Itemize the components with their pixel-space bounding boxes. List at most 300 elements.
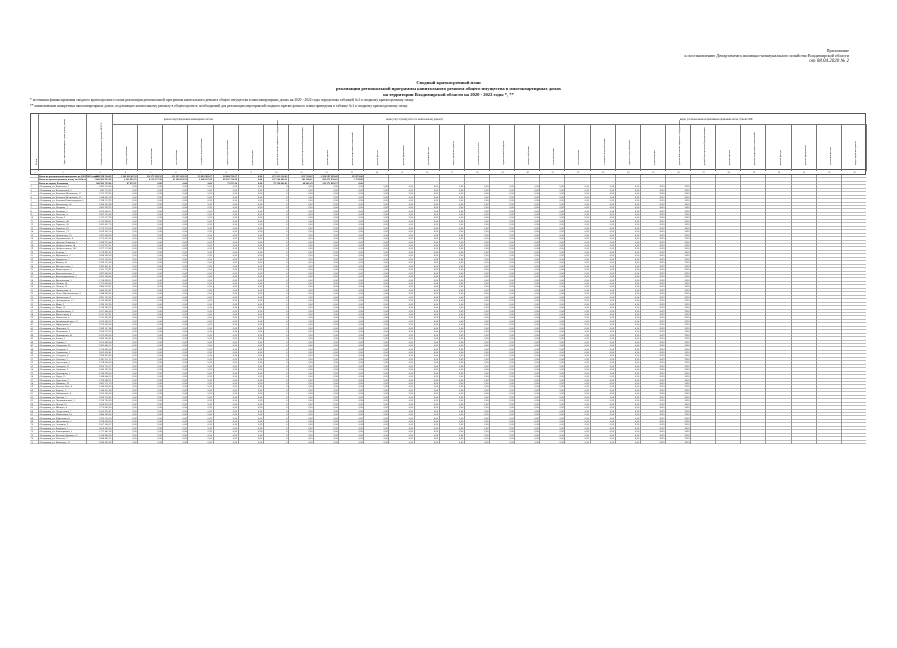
- table-cell: 0,00: [232, 419, 238, 423]
- table-cell: 0,00: [308, 202, 313, 206]
- table-cell: 0,00: [458, 185, 464, 189]
- table-cell: 0,00: [257, 350, 263, 354]
- table-cell: 0,00: [433, 378, 439, 382]
- table-cell: 0,00: [207, 364, 212, 368]
- table-cell: 0,00: [232, 313, 238, 316]
- table-cell: 0,00: [383, 226, 388, 230]
- table-cell: 0,00: [609, 226, 615, 230]
- table-cell: 16: [30, 237, 34, 241]
- table-cell: 0,00: [509, 385, 514, 389]
- table-cell: г. Владимир, ул. Благонравова, 5: [38, 430, 73, 434]
- table-cell: 0,00: [182, 240, 187, 244]
- table-cell: 0,00: [609, 337, 615, 341]
- table-cell: 0,00: [132, 395, 137, 399]
- table-cell: 0,00: [308, 278, 313, 282]
- table-cell: 0,00: [458, 344, 464, 348]
- table-cell: 38: [30, 313, 34, 316]
- table-cell: 0,00: [509, 240, 514, 244]
- table-cell: 0,00: [358, 199, 363, 203]
- table-cell: 0,00: [559, 264, 564, 268]
- table-cell: 1 181 829 427,0: [120, 175, 137, 178]
- table-cell: 0,00: [458, 313, 464, 316]
- table-cell: 0,00: [132, 319, 137, 323]
- table-cell: 0,00: [207, 237, 212, 241]
- table-cell: 0,00: [433, 306, 439, 310]
- table-cell: 0,00: [484, 337, 489, 341]
- table-cell: 2020: [684, 295, 690, 299]
- table-cell: 17: [30, 240, 34, 244]
- table-cell: 0,00: [458, 202, 464, 206]
- table-cell: 0,00: [132, 357, 137, 361]
- table-cell: 0,00: [333, 430, 338, 434]
- table-cell: 0,00: [584, 254, 589, 258]
- table-cell: 0,00: [634, 402, 640, 406]
- table-cell: 0,00: [157, 409, 162, 413]
- table-cell: 0,00: [509, 423, 514, 427]
- table-cell: 0,00: [458, 364, 464, 368]
- table-cell: 0,00: [559, 344, 564, 348]
- table-cell: 0,00: [509, 399, 514, 403]
- table-cell: 0,00: [132, 340, 137, 344]
- table-cell: 0,00: [383, 378, 388, 382]
- table-cell: 0,00: [182, 326, 187, 330]
- table-cell: 0,00: [433, 364, 439, 368]
- table-cell: 2020: [659, 375, 665, 379]
- table-cell: 0,00: [132, 250, 137, 254]
- table-cell: 0: [286, 247, 288, 251]
- table-cell: 0,00: [509, 309, 514, 313]
- table-cell: г. Владимир, ул. Ломоносова, 9: [38, 295, 71, 299]
- table-cell: 0,00: [408, 433, 413, 437]
- table-cell: 0,00: [333, 337, 338, 341]
- table-cell: 0,00: [308, 402, 313, 406]
- table-cell: 0,00: [609, 264, 615, 268]
- table-cell: 0,00: [308, 330, 313, 334]
- table-cell: 0,00: [383, 330, 388, 334]
- table-cell: 2020: [659, 416, 665, 420]
- table-cell: 0,00: [383, 382, 388, 385]
- table-cell: 0,00: [232, 413, 238, 417]
- table-cell: 0,00: [207, 278, 212, 282]
- table-cell: 0,00: [132, 212, 137, 216]
- table-cell: 0,00: [383, 185, 388, 189]
- header-label: ремонт подвальных помещений: [351, 132, 355, 165]
- table-cell: 0,00: [534, 413, 539, 417]
- table-cell: 0,00: [634, 333, 640, 337]
- table-cell: г. Владимир, ул. Горького, 48: [38, 219, 69, 223]
- table-cell: 0,00: [232, 409, 238, 413]
- table-cell: 0,00: [609, 399, 615, 403]
- table-cell: 0,00: [509, 288, 514, 292]
- table-cell: 0,00: [609, 385, 615, 389]
- header-cell: [691, 125, 716, 171]
- table-cell: г. Владимир, ул. Ярославская, 3: [38, 419, 72, 423]
- table-cell: 0,00: [207, 340, 212, 344]
- table-cell: 0,00: [584, 271, 589, 275]
- table-cell: 0,00: [207, 316, 212, 320]
- table-cell: 0,00: [207, 423, 212, 427]
- table-cell: 0,00: [308, 233, 313, 237]
- table-cell: 0,00: [534, 326, 539, 330]
- table-cell: 0,00: [207, 275, 212, 279]
- table-cell: 48: [30, 347, 34, 351]
- table-cell: 0,00: [509, 233, 514, 237]
- table-cell: 0,00: [484, 385, 489, 389]
- header-cell: [214, 125, 239, 171]
- table-cell: 2020: [659, 216, 665, 220]
- table-cell: 0,00: [634, 223, 640, 227]
- table-cell: 2020: [684, 285, 690, 289]
- table-cell: 0,00: [534, 409, 539, 413]
- table-cell: 0,00: [458, 371, 464, 375]
- column-number: 2: [62, 171, 64, 174]
- table-cell: 0,00: [257, 292, 263, 296]
- table-cell: 0,00: [207, 378, 212, 382]
- table-cell: 0,00: [182, 440, 187, 444]
- table-cell: 0,00: [408, 212, 413, 216]
- column-number: 19: [501, 171, 504, 174]
- table-cell: 0,00: [584, 195, 589, 199]
- table-cell: 0,00: [484, 378, 489, 382]
- table-cell: 0,00: [609, 371, 615, 375]
- header-cell: [138, 125, 163, 171]
- table-cell: 0,00: [232, 202, 238, 206]
- table-cell: 0,00: [383, 440, 388, 444]
- header-cell: [591, 125, 616, 171]
- footnote-2: ** наименование конкретных многоквартирных домах, подлежащих капитальному ремонту в общем проекте, необходимый для реализации мероприятий сводного краткосрочного плана приведены в таблице №1 к сводному краткосрочному плану: [30, 104, 408, 108]
- table-cell: 2020: [659, 275, 665, 279]
- table-cell: 0,00: [559, 382, 564, 385]
- table-cell: 0,00: [333, 209, 338, 213]
- table-cell: 0,00: [182, 368, 187, 372]
- table-cell: 2020: [659, 419, 665, 423]
- table-cell: 0,00: [458, 278, 464, 282]
- table-cell: 0,00: [333, 316, 338, 320]
- table-cell: 2020: [659, 264, 665, 268]
- table-cell: 0,00: [182, 437, 187, 441]
- table-cell: 0,00: [358, 347, 363, 351]
- table-cell: 0,00: [559, 409, 564, 413]
- table-cell: 0,00: [634, 261, 640, 265]
- table-cell: 0,00: [157, 419, 162, 423]
- table-cell: 0,00: [484, 292, 489, 296]
- table-cell: 0,00: [257, 278, 263, 282]
- table-cell: 0,00: [458, 399, 464, 403]
- table-cell: 0: [286, 423, 288, 427]
- table-cell: 0,00: [609, 185, 615, 189]
- table-cell: 0,00: [358, 326, 363, 330]
- table-cell: г. Владимир, ул. Суворова, 11: [38, 364, 70, 368]
- table-cell: 0,00: [207, 281, 212, 285]
- table-cell: 0,00: [584, 285, 589, 289]
- table-cell: 0,00: [509, 364, 514, 368]
- table-cell: 0,00: [182, 278, 187, 282]
- table-cell: 0,00: [408, 416, 413, 420]
- table-cell: 0,00: [509, 244, 514, 247]
- table-cell: г. Владимир, ул. Михайловская, 3: [38, 309, 74, 313]
- table-cell: 0,00: [408, 354, 413, 358]
- table-cell: 2020: [659, 188, 665, 192]
- table-cell: 0,00: [433, 413, 439, 417]
- table-cell: 0,00: [584, 292, 589, 296]
- table-cell: 0,00: [559, 313, 564, 316]
- table-cell: 0,00: [333, 419, 338, 423]
- table-cell: 0,00: [157, 295, 162, 299]
- table-cell: 0,00: [534, 254, 539, 258]
- table-cell: 0,00: [132, 309, 137, 313]
- table-cell: 0,00: [207, 419, 212, 423]
- header-label: газоснабжения: [577, 149, 581, 165]
- table-cell: г. Владимир, ул. Лермонтова, 4: [38, 288, 71, 292]
- table-cell: 2020: [659, 313, 665, 316]
- table-cell: 0,00: [333, 288, 338, 292]
- table-cell: 0,00: [333, 437, 338, 441]
- table-cell: 0,00: [308, 437, 313, 441]
- table-cell: 0,00: [333, 395, 338, 399]
- appendix-date: от 08.04.2020 № 2: [809, 58, 849, 64]
- table-cell: 0,00: [458, 413, 464, 417]
- table-cell: 2020: [684, 440, 690, 444]
- table-cell: 0,00: [408, 230, 413, 234]
- table-cell: 0,00: [383, 271, 388, 275]
- table-cell: 2020: [684, 226, 690, 230]
- table-cell: 2020: [659, 257, 665, 261]
- header-cell: [741, 125, 766, 171]
- table-cell: 0,00: [559, 292, 564, 296]
- table-cell: 0,00: [534, 192, 539, 196]
- table-cell: 0,00: [458, 437, 464, 441]
- table-cell: 0,00: [157, 399, 162, 403]
- table-cell: 0,00: [408, 364, 413, 368]
- table-cell: 1 694 081,25: [98, 437, 112, 441]
- table-cell: 0: [286, 306, 288, 310]
- table-cell: 0,00: [408, 347, 413, 351]
- table-cell: 0,00: [333, 299, 338, 303]
- table-cell: 1 930 270,45: [98, 395, 112, 399]
- table-cell: 0,00: [308, 192, 313, 196]
- table-cell: 0,00: [634, 292, 640, 296]
- table-cell: 71: [30, 426, 34, 430]
- table-cell: 0,00: [132, 219, 137, 223]
- table-cell: 0,00: [182, 337, 187, 341]
- table-cell: г. Владимир, ул. Тракторная, 1: [38, 371, 71, 375]
- table-cell: г. Владимир, ул. Энергетиков, 7: [38, 409, 72, 413]
- table-cell: 0,00: [509, 281, 514, 285]
- table-cell: 0,00: [232, 375, 238, 379]
- table-cell: г. Владимир, ул. Никитская, 4: [38, 316, 70, 320]
- table-cell: 2020: [684, 378, 690, 382]
- table-cell: 0,00: [308, 344, 313, 348]
- table-cell: 0,00: [509, 323, 514, 327]
- table-cell: 0,00: [534, 216, 539, 220]
- column-number: 15: [400, 171, 404, 174]
- table-cell: 0,00: [559, 212, 564, 216]
- table-cell: 0,00: [257, 254, 263, 258]
- table-cell: 2020: [684, 368, 690, 372]
- table-cell: 0,00: [584, 240, 589, 244]
- table-cell: 74: [30, 437, 34, 441]
- table-cell: 2020: [659, 330, 665, 334]
- table-cell: 0,00: [584, 409, 589, 413]
- table-cell: 0,00: [358, 388, 363, 392]
- table-cell: 0,00: [182, 385, 187, 389]
- table-cell: 0: [286, 426, 288, 430]
- table-cell: 0,00: [358, 188, 363, 192]
- table-cell: 0,00: [433, 278, 439, 282]
- table-cell: 0,00: [559, 226, 564, 230]
- table-cell: 0,00: [308, 378, 313, 382]
- table-cell: 0,00: [333, 250, 338, 254]
- table-cell: 0,00: [634, 388, 640, 392]
- table-cell: 0,00: [484, 426, 489, 430]
- table-cell: 0,00: [182, 413, 187, 417]
- table-cell: 0,00: [634, 250, 640, 254]
- table-cell: 0,00: [534, 309, 539, 313]
- table-cell: 0,00: [433, 209, 439, 213]
- table-cell: 0,00: [458, 271, 464, 275]
- table-cell: 0,00: [408, 288, 413, 292]
- table-cell: 0,00: [484, 188, 489, 192]
- table-cell: 0,00: [358, 295, 363, 299]
- table-cell: 73: [30, 433, 34, 437]
- column-number: 18: [476, 171, 479, 174]
- table-cell: г. Владимир, ул. Урицкого, 22: [38, 382, 70, 385]
- table-cell: 0,00: [408, 257, 413, 261]
- table-cell: 0,00: [584, 350, 589, 354]
- table-cell: 2020: [684, 413, 690, 417]
- table-cell: 2020: [659, 357, 665, 361]
- table-cell: 0,00: [559, 416, 564, 420]
- table-cell: 0,00: [333, 361, 338, 365]
- table-cell: 0,00: [408, 188, 413, 192]
- table-cell: г. Владимир, ул. Пушкарская, 43: [38, 333, 73, 337]
- table-cell: 0,00: [182, 209, 187, 213]
- table-cell: 0,00: [509, 185, 514, 189]
- table-cell: 0,00: [433, 385, 439, 389]
- table-cell: 0,00: [509, 195, 514, 199]
- table-cell: 0,00: [584, 257, 589, 261]
- table-cell: 0,00: [484, 216, 489, 220]
- table-cell: 0,00: [408, 388, 413, 392]
- table-cell: 0,00: [634, 406, 640, 410]
- table-cell: 0,00: [358, 426, 363, 430]
- table-cell: 0,00: [333, 406, 338, 410]
- header-cell: [314, 125, 339, 171]
- table-cell: 0,00: [609, 340, 615, 344]
- table-cell: 48 661,29: [302, 181, 313, 185]
- table-cell: 0,00: [534, 388, 539, 392]
- table-cell: 0,00: [383, 385, 388, 389]
- header-label: утепление фасада: [828, 146, 832, 165]
- table-cell: 0,00: [182, 382, 187, 385]
- table-cell: 0,00: [534, 375, 539, 379]
- grid-line: [137, 175, 138, 444]
- table-cell: 0,00: [333, 295, 338, 299]
- table-cell: 0,00: [308, 212, 313, 216]
- table-cell: 53: [30, 364, 34, 368]
- table-cell: 0,00: [433, 188, 439, 192]
- table-cell: 0,00: [458, 288, 464, 292]
- table-cell: 0,00: [484, 209, 489, 213]
- table-cell: 0,00: [132, 392, 137, 396]
- table-cell: 0,00: [609, 237, 615, 241]
- table-cell: 0,00: [609, 202, 615, 206]
- table-cell: 0,00: [207, 288, 212, 292]
- table-cell: 0: [286, 230, 288, 234]
- table-cell: 0,00: [358, 399, 363, 403]
- table-cell: 0,00: [509, 271, 514, 275]
- table-cell: 0,00: [358, 350, 363, 354]
- table-cell: 0,00: [232, 302, 238, 306]
- table-cell: 0,00: [132, 223, 137, 227]
- table-cell: г. Владимир, ул. Большая Московская, 17: [38, 192, 82, 196]
- column-number: 26: [677, 171, 680, 174]
- table-cell: 0,00: [509, 199, 514, 203]
- table-cell: 0,00: [207, 416, 212, 420]
- table-cell: 0,00: [509, 437, 514, 441]
- table-cell: 0,00: [383, 216, 388, 220]
- table-cell: 0,00: [634, 409, 640, 413]
- table-cell: 0,00: [509, 426, 514, 430]
- table-cell: 0,00: [584, 250, 589, 254]
- table-cell: 0,00: [232, 354, 238, 358]
- table-cell: 0,00: [534, 313, 539, 316]
- table-cell: 0,00: [584, 361, 589, 365]
- column-number: 16: [425, 171, 429, 174]
- table-cell: 0,00: [207, 216, 212, 220]
- table-cell: 0,00: [383, 257, 388, 261]
- table-cell: 0,00: [509, 316, 514, 320]
- table-cell: 0,00: [257, 247, 263, 251]
- table-cell: 0,00: [132, 409, 137, 413]
- table-cell: 0,00: [484, 264, 489, 268]
- table-cell: 1 188 635,59: [98, 195, 112, 199]
- table-cell: 1 617 400,00: [98, 309, 112, 313]
- table-cell: 0,00: [182, 281, 187, 285]
- table-cell: 1 987 000,00: [98, 271, 112, 275]
- table-cell: 73 975,16: [227, 181, 238, 185]
- table-cell: 0,00: [634, 340, 640, 344]
- table-cell: 0,00: [458, 254, 464, 258]
- table-cell: 0,00: [157, 416, 162, 420]
- table-cell: 2020: [684, 268, 690, 272]
- table-cell: 0,00: [232, 206, 238, 210]
- table-cell: г. Владимир, ул. Стрелецкая, 5: [38, 361, 71, 365]
- table-cell: 0,00: [534, 319, 539, 323]
- table-cell: 0,00: [333, 323, 338, 327]
- grid-line: [841, 175, 842, 444]
- table-cell: 0,00: [132, 233, 137, 237]
- table-cell: 0,00: [132, 226, 137, 230]
- table-cell: 2020: [684, 375, 690, 379]
- column-number: 33: [853, 171, 856, 174]
- table-cell: 2020: [659, 195, 665, 199]
- table-cell: 0,00: [609, 219, 615, 223]
- table-cell: 0,00: [433, 302, 439, 306]
- table-cell: 0,00: [182, 192, 187, 196]
- table-cell: 0,00: [257, 206, 263, 210]
- table-cell: 0,00: [458, 230, 464, 234]
- table-cell: 0,00: [182, 244, 187, 247]
- table-cell: 0: [286, 392, 288, 396]
- table-cell: 2020: [659, 337, 665, 341]
- table-cell: 0,00: [559, 209, 564, 213]
- table-cell: 0,00: [433, 275, 439, 279]
- table-cell: 1 403 939,25: [98, 206, 112, 210]
- grid-line: [86, 175, 87, 444]
- table-cell: 0,00: [484, 330, 489, 334]
- table-cell: г. Владимир, ул. Почаевская, 2: [38, 330, 71, 334]
